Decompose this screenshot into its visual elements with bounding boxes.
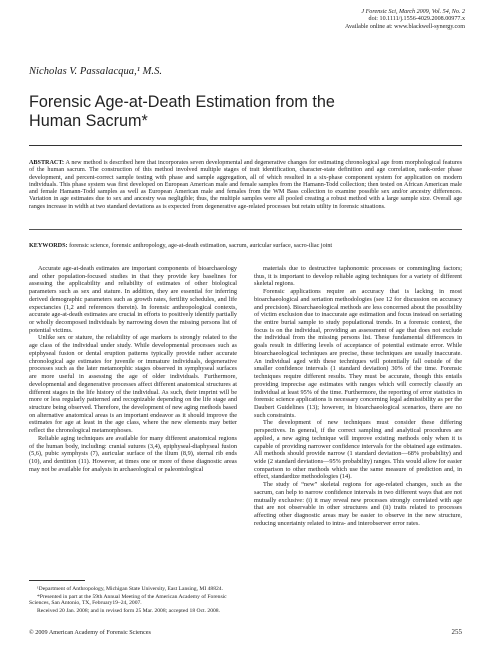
abstract-block	[29, 160, 462, 211]
left-column	[29, 265, 237, 473]
body-paragraph: materials due to destructive taphonomic processes or commingling factors; thus, it is important to develop reliable aging techniques for a variety of different skeletal regions.	[254, 265, 462, 288]
journal-citation: J Forensic Sci, March 2009, Vol. 54, No. 2	[361, 9, 465, 15]
availability-line: Available online at: www.blackwell-synergy.com	[345, 23, 465, 30]
body-paragraph: The study of “new” skeletal regions for age-related changes, such as the sacrum, can help to narrow confidence intervals in two different ways that are not mutually exclusive: (i) it may reveal new processes strongly correlated with age that are not observable in other structures and (ii) traits related to processes affecting other diagnostic areas may be easier to observe in the new structure, reducing uncertainty related to intra- and interobserver error rates.	[254, 481, 462, 527]
footnote-affiliation: ¹Department of Anthropology, Michigan State University, East Lansing, MI 48824.	[37, 586, 223, 592]
footnote-received: Received 20 Jan. 2008; and in revised form 25 Mar. 2008; accepted 18 Oct. 2008.	[37, 607, 220, 614]
abstract-divider	[29, 229, 462, 230]
doi-line: doi: 10.1111/j.1556-4029.2008.00977.x	[368, 16, 465, 23]
top-divider	[29, 145, 462, 146]
keywords-block	[29, 243, 462, 250]
body-paragraph: Reliable aging techniques are available for many different anatomical regions of the human body, including: cranial sutures (3,4), epiphyseal-diaphyseal fusion (5,6), pubic symphysis (7), auricular surface of the ilium (8,9), sternal rib ends (10), and dentition (11). However, at times one or more of these diagnostic areas may not be available for analysis in archaeological or paleontological	[29, 434, 237, 473]
body-paragraph: Accurate age-at-death estimates are important components of bioarchaeology and other population-focused studies in that they provide key baselines for assessing the applicability and reliability of estimates of other biological parameters such as sex and stature. In addition, they are essential for inferring derived demographic parameters such as growth rates, fertility schedules, and life expectancies (1,2 and references therein). In forensic anthropological contexts, accurate age-at-death estimates are crucial in efforts to positively identify partially or wholly decomposed individuals by narrowing down the missing persons list of potential victims.	[29, 265, 237, 334]
body-paragraph: Unlike sex or stature, the reliability of age markers is strongly related to the age class of the individual under study. While developmental processes such as epiphyseal fusion or dental eruption patterns typically provide rather accurate chronological age estimates for juvenile or immature individuals, degenerative processes such as the later metamorphic stages observed in symphyseal surfaces are more useful in assessing the age of older individuals. Furthermore, developmental and degenerative processes affect different anatomical structures at different stages in the life history of the individual. As such, their imprint will be more or less regularly patterned and recognizable depending on the life stage and structure being observed. Therefore, the development of new aging methods based on alternative anatomical areas is an important endeavor as it should improve the estimates for age at least in the age class, where the new elements may better reflect the chronological metamorphoses.	[29, 334, 237, 435]
page-number: 255	[451, 628, 462, 636]
article-title: Forensic Age-at-Death Estimation from the Human Sacrum*	[29, 93, 335, 130]
keywords-label: KEYWORDS:	[29, 243, 68, 249]
keywords-text: forensic science, forensic anthropology, age-at-death estimation, sacrum, auricular surface, sacro-iliac joint	[69, 243, 333, 249]
body-paragraph: Forensic applications require an accuracy that is lacking in most bioarchaeological and seriation methodologies (see 12 for discussion on accuracy and precision). Bioarchaeological methods are less concerned about the possibility of victim exclusion due to inaccurate age estimation and focus instead on seriating the entire burial sample to study populational trends. In a forensic context, the focus is on the individual, providing an assessment of age that does not exclude the individual from the missing persons list. These fundamental differences in goals result in differing levels of acceptance of potential estimate error. While bioarchaeological techniques are precise, these techniques are usually inaccurate. An individual aged with these techniques will potentially fall outside of the smaller confidence intervals (1 standard deviation) 30% of the time. Forensic techniques require different results. They must be accurate, though this entails providing imprecise age estimates with ranges which will correctly classify an individual at least 95% of the time. Furthermore, the reporting of error statistics in forensic science applications is necessary concerning legal admissibility as per the Daubert Guidelines (13); however, in bioarchaeological scenarios, there are no such constraints.	[254, 288, 462, 419]
author-line: Nicholas V. Passalacqua,¹ M.S.	[29, 66, 163, 77]
journal-header	[205, 9, 465, 31]
abstract-label: ABSTRACT:	[29, 160, 65, 166]
body-paragraph: The development of new techniques must consider these differing perspectives. In general, if the correct sampling and analytical procedures are applied, a new aging technique will improve existing methods only when it is capable of providing narrower confidence intervals for the obtained age estimates. All methods should provide narrow (1 standard deviation—68% probability) and wide (2 standard deviations—95% probability) ranges. This would allow for easier comparison to other methods which use the same measure of prediction and, in effect, standardize methodologies (14).	[254, 419, 462, 481]
footnotes	[29, 586, 237, 615]
abstract-text: A new method is described here that incorporates seven developmental and degenerative changes for estimating chronological age from morphological features of the human sacrum. The construction of this method involved multiple stages of trait identification, character-state definition and age correlation, rank-order phase development, and percent-correct sample testing with phase and sample aggregation, all of which resulted in a six-phase component system for application on modern individuals. This phase system was first developed on European American male and female samples from the Hamann-Todd collection; then tested on African American male and female Hamann-Todd samples as well as European American male and females from the WM Bass collection to examine possible sex and/or ancestry differences. Variation in age estimates due to sex and ancestry was negligible; thus, the multiple samples were all pooled creating a robust method with a large sample size. Overall age ranges increase in width at two standard deviations as is expected from degenerative age-related processes but retain utility in forensic situations.	[29, 160, 462, 210]
footnote-divider	[29, 580, 85, 581]
copyright-notice: © 2009 American Academy of Forensic Sciences	[29, 629, 151, 636]
right-column	[254, 265, 462, 527]
footnote-presented: *Presented in part at the 59th Annual Meeting of the American Academy of Forensic Sciences, San Antonio, TX, February19–24, 2007.	[29, 593, 227, 607]
